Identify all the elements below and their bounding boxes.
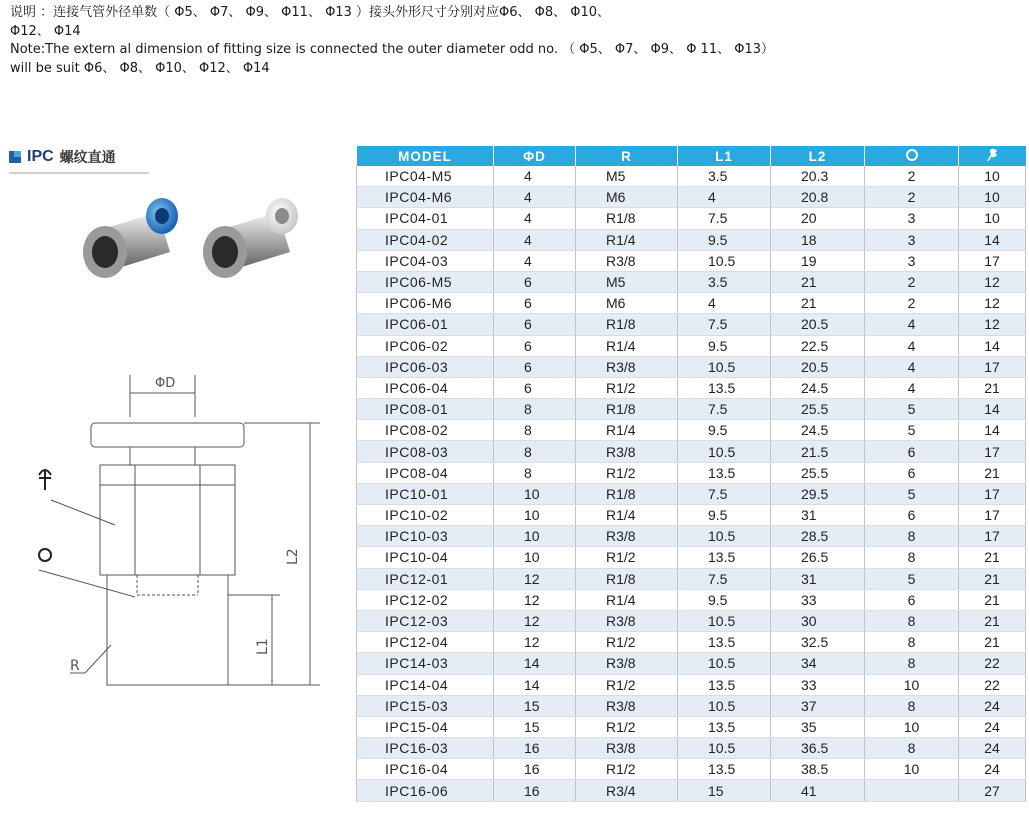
table-cell: 12 xyxy=(494,610,576,631)
table-cell: IPC10-01 xyxy=(357,483,494,504)
table-cell: 10 xyxy=(494,526,576,547)
table-row xyxy=(357,250,1026,271)
table-row xyxy=(357,716,1026,737)
table-cell: 4 xyxy=(494,187,576,208)
table-cell: 8 xyxy=(865,695,959,716)
table-cell: 24 xyxy=(959,716,1026,737)
table-cell: M5 xyxy=(576,271,678,292)
table-row xyxy=(357,674,1026,695)
table-cell: 9.5 xyxy=(678,589,771,610)
table-cell: 18 xyxy=(771,229,865,250)
section-code: IPC xyxy=(27,148,54,165)
table-cell: 12 xyxy=(959,293,1026,314)
table-cell: 10.5 xyxy=(678,526,771,547)
table-cell: IPC06-01 xyxy=(357,314,494,335)
table-cell: 14 xyxy=(959,420,1026,441)
table-row xyxy=(357,505,1026,526)
table-row xyxy=(357,187,1026,208)
table-cell: 25.5 xyxy=(771,462,865,483)
table-cell: 41 xyxy=(771,780,865,801)
table-cell: R1/4 xyxy=(576,335,678,356)
table-cell: 20.3 xyxy=(771,166,865,187)
table-cell: M5 xyxy=(576,166,678,187)
table-cell: 8 xyxy=(494,462,576,483)
o-ring-icon xyxy=(39,549,51,561)
table-header xyxy=(357,146,1026,166)
table-cell: R1/8 xyxy=(576,314,678,335)
table-cell: 20.5 xyxy=(771,356,865,377)
table-cell: 21 xyxy=(959,568,1026,589)
table-cell: IPC08-04 xyxy=(357,462,494,483)
table-cell: R3/8 xyxy=(576,526,678,547)
note-line-cn-1: 说明 ：连接气管外径单数（ Φ5、 Φ7、 Φ9、 Φ11、 Φ13 ）接头外形尺寸分别对应Φ6、 Φ8、 Φ10、 xyxy=(10,5,611,20)
table-row xyxy=(357,441,1026,462)
table-cell: 13.5 xyxy=(678,716,771,737)
table-cell: 3 xyxy=(865,229,959,250)
table-cell: 14 xyxy=(959,399,1026,420)
table-cell: 14 xyxy=(959,335,1026,356)
table-cell: 6 xyxy=(494,314,576,335)
table-cell: R1/4 xyxy=(576,420,678,441)
table-cell: R1/8 xyxy=(576,568,678,589)
table-cell: IPC15-04 xyxy=(357,716,494,737)
table-cell: IPC06-M6 xyxy=(357,293,494,314)
table-row xyxy=(357,632,1026,653)
table-cell: 33 xyxy=(771,674,865,695)
table-cell: 13.5 xyxy=(678,759,771,780)
table-cell: 7.5 xyxy=(678,208,771,229)
table-cell: 17 xyxy=(959,250,1026,271)
table-cell: 8 xyxy=(494,441,576,462)
table-cell: 20.5 xyxy=(771,314,865,335)
table-cell: R3/4 xyxy=(576,780,678,801)
table-cell: 21 xyxy=(959,610,1026,631)
table-cell: 4 xyxy=(678,187,771,208)
table-cell: 4 xyxy=(865,314,959,335)
table-cell: R3/8 xyxy=(576,250,678,271)
table-cell: 10 xyxy=(865,716,959,737)
table-cell xyxy=(865,780,959,801)
table-cell: 10 xyxy=(494,505,576,526)
table-cell: 4 xyxy=(865,377,959,398)
table-cell: 26.5 xyxy=(771,547,865,568)
table-cell: 13.5 xyxy=(678,377,771,398)
table-row xyxy=(357,335,1026,356)
table-cell: 28.5 xyxy=(771,526,865,547)
table-row xyxy=(357,271,1026,292)
table-cell: 14 xyxy=(494,674,576,695)
table-cell: R1/8 xyxy=(576,208,678,229)
table-cell: R1/4 xyxy=(576,229,678,250)
table-cell: 21 xyxy=(771,271,865,292)
table-cell: 12 xyxy=(494,589,576,610)
col-l2: L2 xyxy=(771,146,865,166)
note-line-en-1: Note:The extern al dimension of fitting size is connected the outer diameter odd no. （ Φ5、 Φ7、 Φ9、 Φ 11、 Φ13） xyxy=(10,42,775,57)
table-cell: 16 xyxy=(494,780,576,801)
table-cell: 2 xyxy=(865,271,959,292)
table-cell: 13.5 xyxy=(678,674,771,695)
table-cell: 7.5 xyxy=(678,568,771,589)
table-cell: IPC14-04 xyxy=(357,674,494,695)
col-l1: L1 xyxy=(678,146,771,166)
table-cell: 21 xyxy=(771,293,865,314)
table-cell: R3/8 xyxy=(576,441,678,462)
table-cell: IPC10-04 xyxy=(357,547,494,568)
product-photo xyxy=(70,190,330,310)
section-name: 螺纹直通 xyxy=(59,150,116,166)
fitting-white-icon xyxy=(203,198,298,278)
table-cell: IPC12-04 xyxy=(357,632,494,653)
table-cell: 2 xyxy=(865,187,959,208)
table-row xyxy=(357,483,1026,504)
table-cell: 21 xyxy=(959,547,1026,568)
table-cell: 30 xyxy=(771,610,865,631)
table-row xyxy=(357,653,1026,674)
dim-l2-label: L2 xyxy=(285,548,301,565)
table-cell: R1/2 xyxy=(576,377,678,398)
section-divider xyxy=(9,172,149,174)
table-cell: R1/4 xyxy=(576,505,678,526)
table-cell: IPC04-02 xyxy=(357,229,494,250)
table-cell: 6 xyxy=(865,441,959,462)
table-row xyxy=(357,377,1026,398)
table-cell: IPC16-06 xyxy=(357,780,494,801)
table-row xyxy=(357,356,1026,377)
table-cell: R3/8 xyxy=(576,653,678,674)
table-cell: R3/8 xyxy=(576,738,678,759)
section-marker-icon xyxy=(9,151,21,163)
table-row xyxy=(357,568,1026,589)
table-cell: 38.5 xyxy=(771,759,865,780)
table-cell: R3/8 xyxy=(576,695,678,716)
table-cell: 10.5 xyxy=(678,356,771,377)
table-cell: 10.5 xyxy=(678,653,771,674)
table-cell: 3 xyxy=(865,250,959,271)
table-cell: IPC06-03 xyxy=(357,356,494,377)
wrench-header-icon xyxy=(985,148,999,162)
table-cell: IPC06-M5 xyxy=(357,271,494,292)
table-row xyxy=(357,589,1026,610)
table-cell: 10.5 xyxy=(678,250,771,271)
table-cell: 22.5 xyxy=(771,335,865,356)
table-cell: 14 xyxy=(494,653,576,674)
table-cell: 17 xyxy=(959,483,1026,504)
table-cell: 21 xyxy=(959,589,1026,610)
table-row xyxy=(357,293,1026,314)
table-cell: R1/4 xyxy=(576,589,678,610)
table-cell: 13.5 xyxy=(678,632,771,653)
table-cell: 6 xyxy=(865,505,959,526)
table-cell: 12 xyxy=(959,271,1026,292)
table-cell: 10 xyxy=(494,483,576,504)
table-cell: R1/2 xyxy=(576,547,678,568)
table-cell: 6 xyxy=(865,462,959,483)
table-cell: 32.5 xyxy=(771,632,865,653)
table-cell: R1/8 xyxy=(576,399,678,420)
table-cell: 10.5 xyxy=(678,738,771,759)
table-cell: 10 xyxy=(959,166,1026,187)
table-cell: 7.5 xyxy=(678,483,771,504)
table-cell: IPC12-03 xyxy=(357,610,494,631)
table-row xyxy=(357,229,1026,250)
table-cell: 35 xyxy=(771,716,865,737)
table-cell: 3.5 xyxy=(678,166,771,187)
table-cell: 25.5 xyxy=(771,399,865,420)
table-cell: 8 xyxy=(865,653,959,674)
table-cell: 20.8 xyxy=(771,187,865,208)
table-cell: 6 xyxy=(494,335,576,356)
note-line-en-2: will be suit Φ6、 Φ8、 Φ10、 Φ12、 Φ14 xyxy=(10,60,270,76)
wrench-icon xyxy=(39,470,51,490)
table-cell: 31 xyxy=(771,568,865,589)
table-cell: R3/8 xyxy=(576,356,678,377)
table-cell: 31 xyxy=(771,505,865,526)
table-cell: M6 xyxy=(576,187,678,208)
table-cell: 16 xyxy=(494,738,576,759)
table-cell: IPC08-01 xyxy=(357,399,494,420)
col-model: MODEL xyxy=(357,146,494,166)
table-cell: IPC12-02 xyxy=(357,589,494,610)
table-cell: 10 xyxy=(865,674,959,695)
table-cell: 10.5 xyxy=(678,695,771,716)
table-cell: 17 xyxy=(959,505,1026,526)
table-cell: 15 xyxy=(678,780,771,801)
table-cell: 24.5 xyxy=(771,420,865,441)
table-cell: 4 xyxy=(494,229,576,250)
table-cell: IPC10-03 xyxy=(357,526,494,547)
table-cell: 10 xyxy=(865,759,959,780)
table-cell: 10 xyxy=(494,547,576,568)
table-cell: 3 xyxy=(865,208,959,229)
table-cell: 8 xyxy=(865,738,959,759)
table-row xyxy=(357,526,1026,547)
table-row xyxy=(357,462,1026,483)
table-cell: 9.5 xyxy=(678,420,771,441)
table-row xyxy=(357,695,1026,716)
table-row xyxy=(357,738,1026,759)
table-cell: IPC16-04 xyxy=(357,759,494,780)
table-row xyxy=(357,314,1026,335)
table-cell: IPC06-04 xyxy=(357,377,494,398)
table-cell: IPC15-03 xyxy=(357,695,494,716)
table-cell: 8 xyxy=(865,610,959,631)
table-cell: 24.5 xyxy=(771,377,865,398)
table-cell: 24 xyxy=(959,738,1026,759)
table-cell: 4 xyxy=(494,250,576,271)
table-cell: R1/2 xyxy=(576,632,678,653)
description-note xyxy=(10,4,774,78)
table-cell: IPC04-03 xyxy=(357,250,494,271)
table-cell: 6 xyxy=(865,589,959,610)
table-cell: R1/2 xyxy=(576,462,678,483)
table-cell: 5 xyxy=(865,399,959,420)
table-cell: 14 xyxy=(959,229,1026,250)
table-cell: 21 xyxy=(959,632,1026,653)
table-cell: 3.5 xyxy=(678,271,771,292)
table-cell: 8 xyxy=(865,632,959,653)
table-cell: 36.5 xyxy=(771,738,865,759)
table-cell: R1/2 xyxy=(576,716,678,737)
table-cell: 4 xyxy=(494,208,576,229)
table-cell: 7.5 xyxy=(678,314,771,335)
table-cell: 17 xyxy=(959,441,1026,462)
section-title xyxy=(9,147,116,167)
table-cell: 20 xyxy=(771,208,865,229)
table-cell: 29.5 xyxy=(771,483,865,504)
table-cell: 8 xyxy=(865,547,959,568)
table-cell: 10.5 xyxy=(678,441,771,462)
table-cell: IPC04-M6 xyxy=(357,187,494,208)
table-cell: 5 xyxy=(865,420,959,441)
col-o-ring-icon xyxy=(865,146,959,166)
table-cell: 4 xyxy=(865,356,959,377)
table-row xyxy=(357,610,1026,631)
table-cell: 6 xyxy=(494,293,576,314)
table-row xyxy=(357,208,1026,229)
table-cell: 16 xyxy=(494,759,576,780)
table-cell: IPC04-01 xyxy=(357,208,494,229)
table-cell: 4 xyxy=(865,335,959,356)
table-cell: 12 xyxy=(494,568,576,589)
table-cell: IPC10-02 xyxy=(357,505,494,526)
table-cell: R1/8 xyxy=(576,483,678,504)
table-row xyxy=(357,399,1026,420)
table-cell: IPC04-M5 xyxy=(357,166,494,187)
table-cell: 21 xyxy=(959,462,1026,483)
col-od: ΦD xyxy=(494,146,576,166)
table-cell: 17 xyxy=(959,526,1026,547)
note-line-cn-2: Φ12、 Φ14 xyxy=(10,23,81,39)
table-cell: R3/8 xyxy=(576,610,678,631)
table-row xyxy=(357,547,1026,568)
table-cell: 37 xyxy=(771,695,865,716)
table-cell: 24 xyxy=(959,695,1026,716)
table-cell: 4 xyxy=(494,166,576,187)
dim-od-label: ΦD xyxy=(155,376,176,391)
table-cell: 12 xyxy=(494,632,576,653)
table-cell: 4 xyxy=(678,293,771,314)
table-cell: 12 xyxy=(959,314,1026,335)
table-cell: R1/2 xyxy=(576,674,678,695)
table-cell: 13.5 xyxy=(678,462,771,483)
table-cell: IPC14-03 xyxy=(357,653,494,674)
technical-drawing xyxy=(25,365,355,695)
table-cell: 33 xyxy=(771,589,865,610)
table-cell: 15 xyxy=(494,716,576,737)
table-cell: 15 xyxy=(494,695,576,716)
table-cell: 24 xyxy=(959,759,1026,780)
table-row xyxy=(357,166,1026,187)
table-cell: 13.5 xyxy=(678,547,771,568)
table-cell: IPC08-03 xyxy=(357,441,494,462)
table-cell: 9.5 xyxy=(678,335,771,356)
table-cell: 9.5 xyxy=(678,229,771,250)
table-cell: 17 xyxy=(959,356,1026,377)
table-cell: 6 xyxy=(494,356,576,377)
table-cell: 21 xyxy=(959,377,1026,398)
table-cell: IPC16-03 xyxy=(357,738,494,759)
table-cell: 5 xyxy=(865,568,959,589)
table-cell: 9.5 xyxy=(678,505,771,526)
table-cell: 2 xyxy=(865,293,959,314)
table-cell: IPC06-02 xyxy=(357,335,494,356)
table-cell: 10 xyxy=(959,187,1026,208)
table-cell: 7.5 xyxy=(678,399,771,420)
spec-table xyxy=(356,146,1026,802)
table-row xyxy=(357,780,1026,801)
table-cell: 21.5 xyxy=(771,441,865,462)
table-cell: 10.5 xyxy=(678,610,771,631)
table-cell: 8 xyxy=(494,420,576,441)
table-cell: 22 xyxy=(959,653,1026,674)
table-cell: IPC12-01 xyxy=(357,568,494,589)
table-cell: 6 xyxy=(494,377,576,398)
col-wrench-icon xyxy=(959,146,1026,166)
table-cell: 34 xyxy=(771,653,865,674)
table-cell: 8 xyxy=(865,526,959,547)
table-cell: M6 xyxy=(576,293,678,314)
col-r: R xyxy=(576,146,678,166)
table-cell: R1/2 xyxy=(576,759,678,780)
table-cell: IPC08-02 xyxy=(357,420,494,441)
dim-l1-label: L1 xyxy=(255,638,271,655)
table-row xyxy=(357,420,1026,441)
table-cell: 19 xyxy=(771,250,865,271)
table-cell: 6 xyxy=(494,271,576,292)
table-row xyxy=(357,759,1026,780)
fitting-blue-icon xyxy=(83,198,178,278)
table-cell: 22 xyxy=(959,674,1026,695)
dim-r-label: R xyxy=(70,658,80,674)
table-cell: 5 xyxy=(865,483,959,504)
table-cell: 2 xyxy=(865,166,959,187)
table-cell: 10 xyxy=(959,208,1026,229)
table-cell: 8 xyxy=(494,399,576,420)
table-cell: 27 xyxy=(959,780,1026,801)
o-ring-header-icon xyxy=(905,148,919,162)
